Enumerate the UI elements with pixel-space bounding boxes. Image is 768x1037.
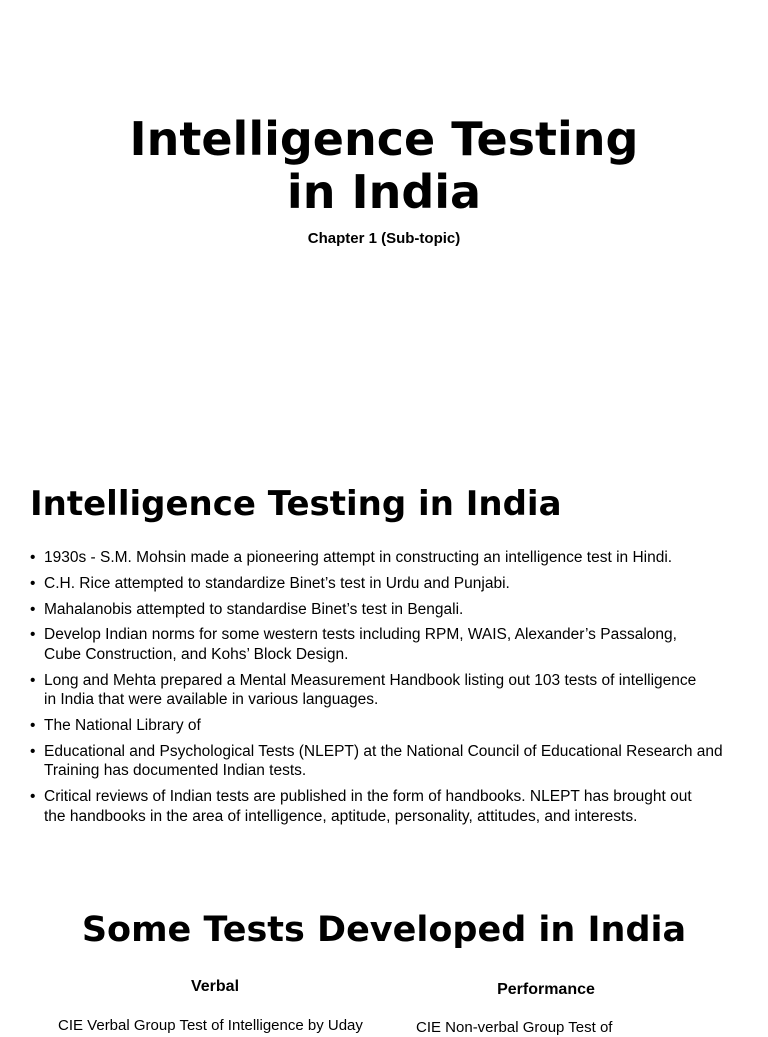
bullet-icon: • bbox=[30, 549, 36, 566]
slide-title-line-2: in India bbox=[286, 165, 482, 219]
bullet-text: Mahalanobis attempted to standardise Binet’s test in Bengali. bbox=[44, 600, 464, 618]
bullet-item bbox=[30, 548, 745, 568]
title-slide bbox=[0, 0, 768, 440]
content-slide bbox=[0, 440, 768, 880]
slide-title-line-1: Intelligence Testing bbox=[129, 112, 639, 166]
bullet-icon: • bbox=[30, 742, 36, 760]
slide-subtitle: Chapter 1 (Sub-topic) bbox=[307, 230, 461, 247]
bullet-text-line-1: Critical reviews of Indian tests are published in the form of handbooks. NLEPT has brought out bbox=[44, 788, 692, 806]
bullet-text-line-1: Long and Mehta prepared a Mental Measurement Handbook listing out 103 tests of intelligence bbox=[44, 671, 697, 689]
performance-test-item: CIE Non-verbal Group Test of bbox=[416, 1019, 613, 1036]
bullet-item bbox=[30, 574, 745, 594]
bullet-text-line-1: Develop Indian norms for some western tests including RPM, WAIS, Alexander’s Passalong, bbox=[44, 626, 677, 644]
bullet-icon: • bbox=[30, 574, 36, 592]
slide-heading: Some Tests Developed in India bbox=[81, 910, 687, 950]
verbal-column-heading: Verbal bbox=[190, 978, 240, 995]
bullet-icon: • bbox=[30, 788, 36, 806]
bullet-text-line-2: the handbooks in the area of intelligence, aptitude, personality, attitudes, and interests. bbox=[44, 807, 638, 825]
bullet-item bbox=[30, 742, 745, 781]
bullet-icon: • bbox=[30, 716, 36, 734]
bullet-text-line-1: Educational and Psychological Tests (NLEPT) at the National Council of Educational Research and bbox=[44, 742, 723, 760]
bullet-text: The National Library of bbox=[44, 716, 201, 734]
bullet-item bbox=[30, 600, 745, 620]
bullet-item bbox=[30, 787, 745, 826]
bullet-icon: • bbox=[30, 671, 36, 689]
bullet-text: C.H. Rice attempted to standardize Binet’s test in Urdu and Punjabi. bbox=[44, 574, 510, 592]
bullet-icon: • bbox=[30, 626, 36, 644]
bullet-item bbox=[30, 716, 745, 736]
bullet-text-line-2: Training has documented Indian tests. bbox=[44, 762, 307, 780]
bullet-item bbox=[30, 671, 745, 710]
bullet-text: 1930s - S.M. Mohsin made a pioneering attempt in constructing an intelligence test in Hindi. bbox=[44, 549, 673, 566]
slide-title bbox=[0, 113, 768, 219]
bullet-text-line-2: Cube Construction, and Kohs’ Block Design. bbox=[44, 645, 349, 663]
slide-heading: Intelligence Testing in India bbox=[30, 484, 562, 524]
bullet-item bbox=[30, 625, 745, 664]
bullet-text-line-2: in India that were available in various languages. bbox=[44, 691, 379, 709]
performance-column-heading: Performance bbox=[497, 981, 595, 998]
bullet-icon: • bbox=[30, 600, 36, 618]
verbal-test-item: CIE Verbal Group Test of Intelligence by Uday bbox=[58, 1017, 363, 1034]
tests-slide bbox=[0, 880, 768, 1036]
bullet-list bbox=[30, 548, 745, 832]
